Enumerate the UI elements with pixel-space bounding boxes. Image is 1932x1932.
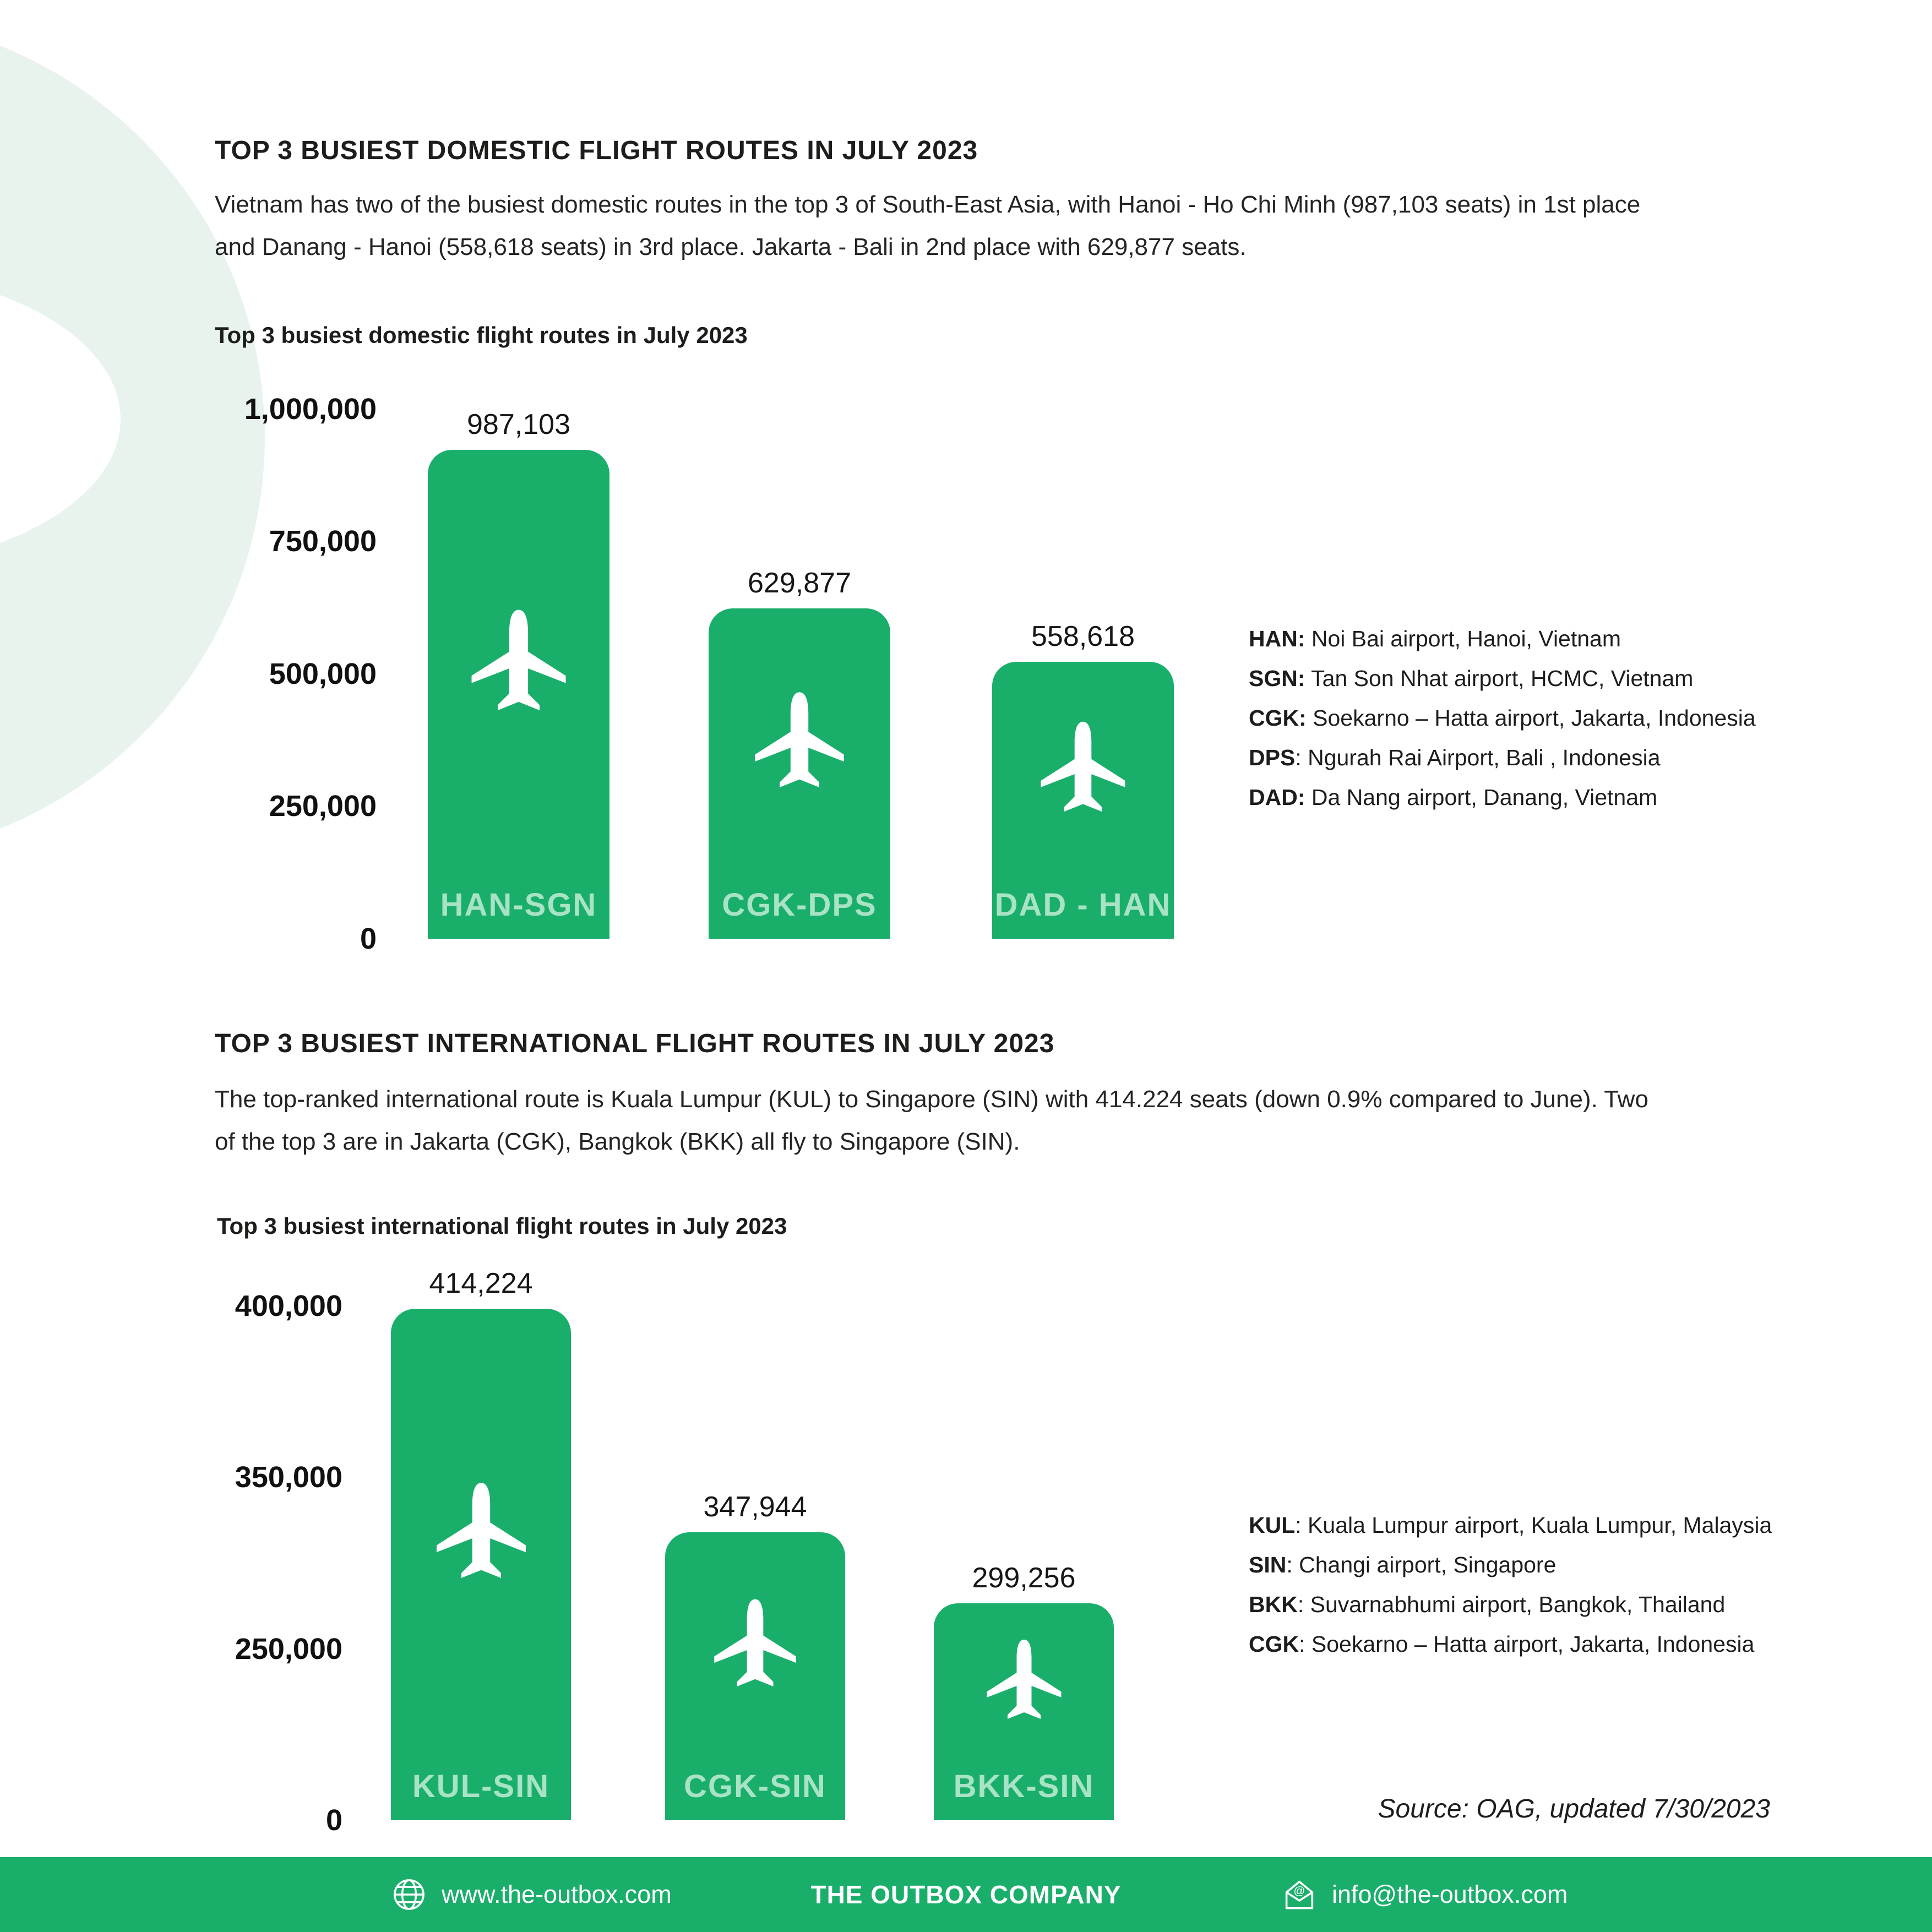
domestic-intro-line2: and Danang - Hanoi (558,618 seats) in 3rd place. Jakarta - Bali in 2nd place with 629,877 seats. xyxy=(215,233,1247,260)
bar-rect xyxy=(391,1309,571,1820)
y-tick: 250,000 xyxy=(235,1632,342,1666)
airplane-icon xyxy=(710,1596,801,1705)
bar-kul-sin xyxy=(391,1267,571,1820)
bar-cgk-dps xyxy=(709,567,890,939)
footer-bar xyxy=(0,1857,1932,1932)
bar-value-label: 414,224 xyxy=(429,1267,533,1299)
bar-value-label: 987,103 xyxy=(467,409,570,440)
y-tick: 500,000 xyxy=(269,657,377,690)
y-tick: 250,000 xyxy=(269,790,377,823)
y-tick: 0 xyxy=(360,922,377,955)
bar-value-label: 558,618 xyxy=(1031,621,1135,652)
bar-rect xyxy=(665,1532,845,1820)
bar-bkk-sin xyxy=(934,1562,1114,1820)
domestic-intro-line1: Vietnam has two of the busiest domestic routes in the top 3 of South-East Asia, with Hanoi - Ho Chi Minh (987,103 seats) in 1st place xyxy=(215,191,1641,218)
airplane-icon xyxy=(750,688,849,807)
airplane-icon xyxy=(983,1636,1065,1735)
legend-item: SIN: Changi airport, Singapore xyxy=(1249,1552,1557,1577)
international-chart-caption: Top 3 busiest international flight routes in July 2023 xyxy=(217,1212,787,1239)
domestic-chart-caption: Top 3 busiest domestic flight routes in July 2023 xyxy=(215,322,748,348)
legend-item: KUL: Kuala Lumpur airport, Kuala Lumpur, Malaysia xyxy=(1249,1512,1772,1538)
route-label: HAN-SGN xyxy=(440,887,597,923)
legend-item: SGN: Tan Son Nhat airport, HCMC, Vietnam xyxy=(1249,666,1694,691)
airplane-icon xyxy=(1036,718,1130,830)
footer-email-link[interactable] xyxy=(1281,1857,1568,1932)
route-label: CGK-SIN xyxy=(684,1768,826,1804)
email-icon xyxy=(1281,1876,1318,1913)
legend-item: CGK: Soekarno – Hatta airport, Jakarta, Indonesia xyxy=(1249,705,1756,731)
y-tick: 350,000 xyxy=(235,1461,342,1494)
bar-value-label: 629,877 xyxy=(748,567,851,599)
footer-website-text: www.the-outbox.com xyxy=(442,1880,672,1908)
domestic-intro-paragraph xyxy=(215,183,1640,268)
route-label: DAD - HAN xyxy=(994,887,1172,923)
domestic-airport-legend xyxy=(1249,627,1756,825)
y-tick: 0 xyxy=(325,1804,342,1837)
y-tick: 400,000 xyxy=(235,1289,342,1323)
company-name: THE OUTBOX COMPANY xyxy=(810,1880,1122,1909)
legend-item: HAN: Noi Bai airport, Hanoi, Vietnam xyxy=(1249,626,1621,651)
legend-item: CGK: Soekarno – Hatta airport, Jakarta, Indonesia xyxy=(1249,1631,1755,1657)
y-tick: 1,000,000 xyxy=(244,393,377,426)
source-note: Source: OAG, updated 7/30/2023 xyxy=(1378,1794,1770,1824)
bar-value-label: 347,944 xyxy=(703,1491,807,1523)
bar-rect xyxy=(709,608,890,939)
footer-website-link[interactable] xyxy=(391,1857,672,1932)
legend-item: DAD: Da Nang airport, Danang, Vietnam xyxy=(1249,785,1658,810)
y-tick: 750,000 xyxy=(269,525,377,558)
legend-item: DPS: Ngurah Rai Airport, Bali , Indonesia xyxy=(1249,745,1661,770)
international-bar-chart xyxy=(215,1267,1376,1837)
bar-rect xyxy=(934,1603,1114,1820)
globe-icon xyxy=(391,1876,427,1913)
bar-value-label: 299,256 xyxy=(972,1562,1076,1594)
bar-rect xyxy=(428,450,609,939)
bar-cgk-sin xyxy=(665,1491,845,1820)
international-intro-line2: of the top 3 are in Jakarta (CGK), Bangkok (BKK) all fly to Singapore (SIN). xyxy=(215,1128,1020,1155)
bar-rect xyxy=(992,662,1174,939)
international-airport-legend xyxy=(1249,1513,1772,1672)
route-label: KUL-SIN xyxy=(412,1768,550,1804)
svg-text:@: @ xyxy=(1293,1885,1305,1897)
bar-han-sgn xyxy=(428,409,609,939)
airplane-icon xyxy=(432,1479,531,1598)
footer-email-text: info@the-outbox.com xyxy=(1332,1880,1568,1908)
bar-dad-han xyxy=(992,621,1174,939)
route-label: BKK-SIN xyxy=(953,1768,1095,1804)
international-intro-line1: The top-ranked international route is Kuala Lumpur (KUL) to Singapore (SIN) with 414.224 seats (down 0.9% compared to June). Two xyxy=(215,1086,1648,1113)
airplane-icon xyxy=(466,606,571,731)
route-label: CGK-DPS xyxy=(722,887,877,923)
domestic-bar-chart xyxy=(215,393,1376,955)
legend-item: BKK: Suvarnabhumi airport, Bangkok, Thailand xyxy=(1249,1592,1726,1617)
international-section-title: TOP 3 BUSIEST INTERNATIONAL FLIGHT ROUTES IN JULY 2023 xyxy=(215,1029,1055,1059)
international-intro-paragraph xyxy=(215,1078,1648,1163)
domestic-section-title: TOP 3 BUSIEST DOMESTIC FLIGHT ROUTES IN JULY 2023 xyxy=(215,136,978,166)
